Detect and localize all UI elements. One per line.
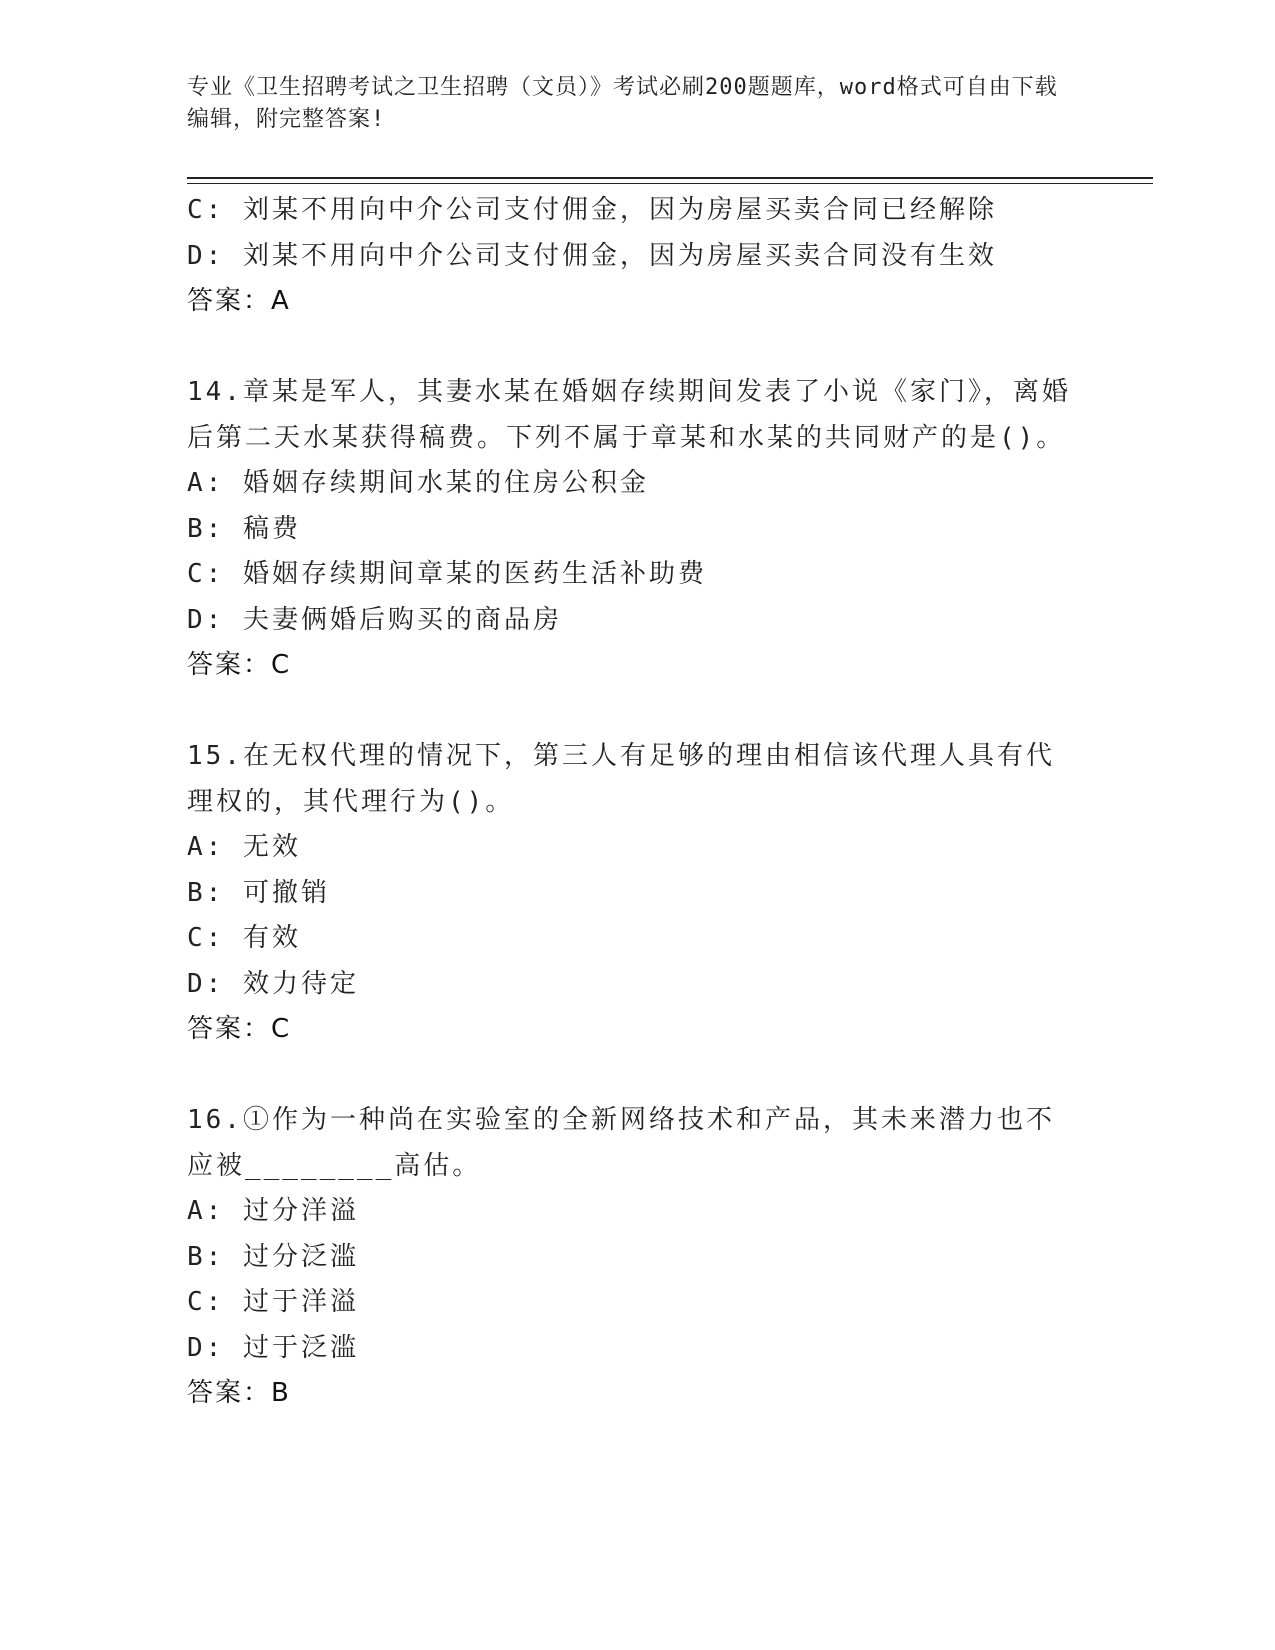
question-content [187, 188, 1077, 1417]
header-rule-thin [187, 183, 1153, 184]
option-a: A: 婚姻存续期间水某的住房公积金 [187, 468, 649, 498]
question-text: 14.章某是军人，其妻水某在婚姻存续期间发表了小说《家门》，离婚后第二天水某获得稿费。下列不属于章某和水某的共同财产的是()。 [187, 377, 1071, 453]
previous-question-tail [187, 188, 1077, 325]
option-d: D: 夫妻俩婚后购买的商品房 [187, 604, 562, 635]
option-c: C: 婚姻存续期间章某的医药生活补助费 [187, 559, 707, 589]
question-15 [187, 734, 1077, 1053]
page-header: 专业《卫生招聘考试之卫生招聘（文员）》考试必刷200题题库，word格式可自由下载编辑，附完整答案! [187, 75, 1058, 132]
answer-line: 答案：A [187, 286, 291, 316]
answer-line: 答案：C [187, 1014, 292, 1044]
option-d: D: 过于泛滥 [187, 1332, 359, 1363]
option-b: B: 稿费 [187, 513, 301, 544]
question-text: 16.①作为一种尚在实验室的全新网络技术和产品，其未来潜力也不应被________高估。 [187, 1105, 1055, 1181]
option-d: D: 效力待定 [187, 968, 359, 999]
option-a: A: 无效 [187, 832, 301, 862]
question-text: 15.在无权代理的情况下，第三人有足够的理由相信该代理人具有代理权的，其代理行为()。 [187, 741, 1055, 817]
answer-line: 答案：C [187, 650, 292, 680]
header-rule-thick [187, 177, 1153, 179]
option-d: D: 刘某不用向中介公司支付佣金，因为房屋买卖合同没有生效 [187, 240, 997, 271]
answer-line: 答案：B [187, 1378, 291, 1408]
option-a: A: 过分洋溢 [187, 1196, 359, 1226]
option-b: B: 过分泛滥 [187, 1241, 359, 1272]
option-c: C: 有效 [187, 923, 301, 953]
option-c: C: 刘某不用向中介公司支付佣金，因为房屋买卖合同已经解除 [187, 195, 997, 225]
option-c: C: 过于洋溢 [187, 1287, 359, 1317]
question-16 [187, 1098, 1077, 1417]
question-14 [187, 370, 1077, 689]
option-b: B: 可撤销 [187, 877, 330, 908]
